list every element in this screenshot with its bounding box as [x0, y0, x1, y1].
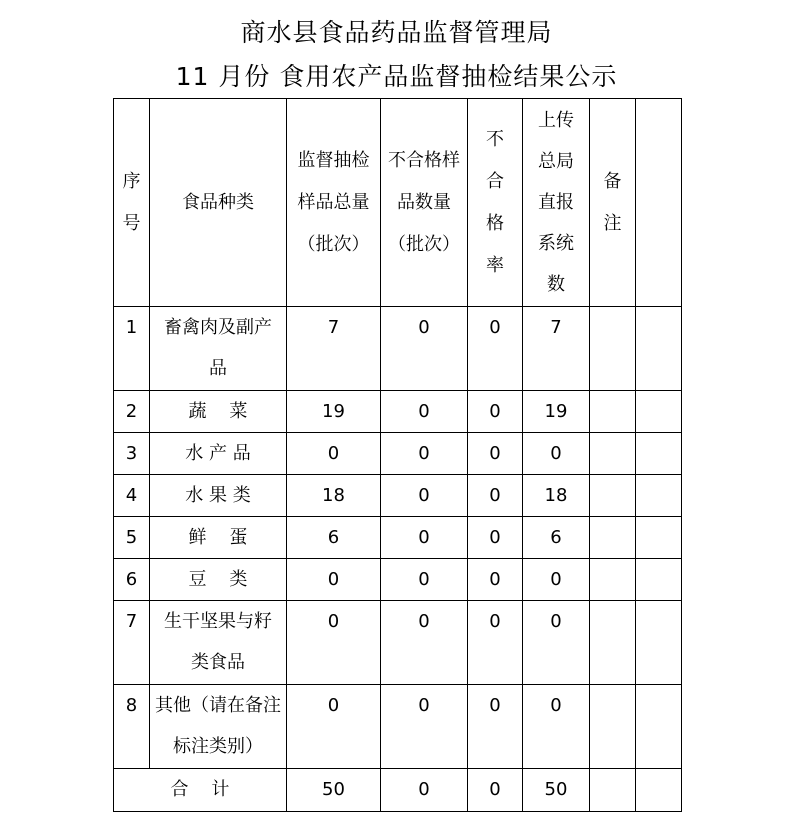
cell-category: 畜禽肉及副产品: [150, 307, 287, 391]
cell-extra: [636, 517, 682, 559]
cell-extra: [636, 601, 682, 685]
total-row: [114, 769, 682, 812]
cell-category: 水 果 类: [150, 475, 287, 517]
cell-rate: 0: [468, 517, 523, 559]
header-no: 序号: [114, 99, 150, 307]
results-table: [113, 98, 682, 812]
cell-no: 1: [114, 307, 150, 391]
table-row: [114, 475, 682, 517]
header-remark: 备注: [590, 99, 636, 307]
document-title: 商水县食品药品监督管理局: [240, 18, 553, 47]
cell-rate: 0: [468, 307, 523, 391]
cell-remark: [590, 685, 636, 769]
table-row: [114, 685, 682, 769]
cell-total: 19: [287, 391, 381, 433]
cell-extra: [636, 391, 682, 433]
cell-unqualified: 0: [381, 433, 468, 475]
cell-unqualified: 0: [381, 559, 468, 601]
cell-unqualified: 0: [381, 475, 468, 517]
cell-rate: 0: [468, 391, 523, 433]
table-row: [114, 391, 682, 433]
cell-no: 4: [114, 475, 150, 517]
cell-category: 蔬 菜: [150, 391, 287, 433]
cell-extra: [636, 559, 682, 601]
total-label: 合 计: [114, 769, 287, 812]
cell-rate: 0: [468, 559, 523, 601]
cell-remark: [590, 559, 636, 601]
header-unqualified: 不合格样品数量（批次）: [381, 99, 468, 307]
cell-total: 0: [287, 433, 381, 475]
cell-upload: 19: [523, 391, 590, 433]
cell-total: 0: [287, 559, 381, 601]
cell-remark: [590, 433, 636, 475]
cell-remark: [590, 391, 636, 433]
cell-no: 8: [114, 685, 150, 769]
cell-unqualified: 0: [381, 517, 468, 559]
header-category: 食品种类: [150, 99, 287, 307]
cell-extra: [636, 307, 682, 391]
cell-total: 0: [287, 685, 381, 769]
cell-extra: [636, 475, 682, 517]
cell-category: 水 产 品: [150, 433, 287, 475]
header-rate: 不合格率: [468, 99, 523, 307]
cell-no: 6: [114, 559, 150, 601]
cell-extra: [636, 685, 682, 769]
cell-category: 鲜 蛋: [150, 517, 287, 559]
table-row: [114, 517, 682, 559]
table-row: [114, 433, 682, 475]
cell-unqualified: 0: [381, 391, 468, 433]
cell-no: 2: [114, 391, 150, 433]
total-upload: 50: [523, 769, 590, 812]
total-total: 50: [287, 769, 381, 812]
cell-upload: 0: [523, 601, 590, 685]
cell-upload: 6: [523, 517, 590, 559]
total-unqualified: 0: [381, 769, 468, 812]
document-subtitle: 11 月份 食用农产品监督抽检结果公示: [175, 62, 618, 91]
cell-no: 7: [114, 601, 150, 685]
cell-category: 生干坚果与籽类食品: [150, 601, 287, 685]
cell-total: 6: [287, 517, 381, 559]
cell-extra: [636, 769, 682, 812]
cell-rate: 0: [468, 433, 523, 475]
cell-remark: [590, 601, 636, 685]
header-row: [114, 99, 682, 307]
cell-unqualified: 0: [381, 307, 468, 391]
cell-extra: [636, 433, 682, 475]
cell-remark: [590, 517, 636, 559]
cell-rate: 0: [468, 685, 523, 769]
header-extra: [636, 99, 682, 307]
cell-remark: [590, 307, 636, 391]
cell-upload: 0: [523, 685, 590, 769]
cell-category: 豆 类: [150, 559, 287, 601]
cell-rate: 0: [468, 475, 523, 517]
cell-remark: [590, 769, 636, 812]
table-row: [114, 601, 682, 685]
header-total: 监督抽检样品总量（批次）: [287, 99, 381, 307]
cell-upload: 0: [523, 433, 590, 475]
header-upload: 上传总局直报系统数: [523, 99, 590, 307]
cell-upload: 7: [523, 307, 590, 391]
cell-upload: 18: [523, 475, 590, 517]
cell-remark: [590, 475, 636, 517]
cell-upload: 0: [523, 559, 590, 601]
table-row: [114, 307, 682, 391]
cell-total: 18: [287, 475, 381, 517]
cell-no: 3: [114, 433, 150, 475]
cell-no: 5: [114, 517, 150, 559]
cell-total: 0: [287, 601, 381, 685]
cell-total: 7: [287, 307, 381, 391]
cell-rate: 0: [468, 601, 523, 685]
table-row: [114, 559, 682, 601]
cell-category: 其他（请在备注标注类别）: [150, 685, 287, 769]
cell-unqualified: 0: [381, 685, 468, 769]
total-rate: 0: [468, 769, 523, 812]
cell-unqualified: 0: [381, 601, 468, 685]
